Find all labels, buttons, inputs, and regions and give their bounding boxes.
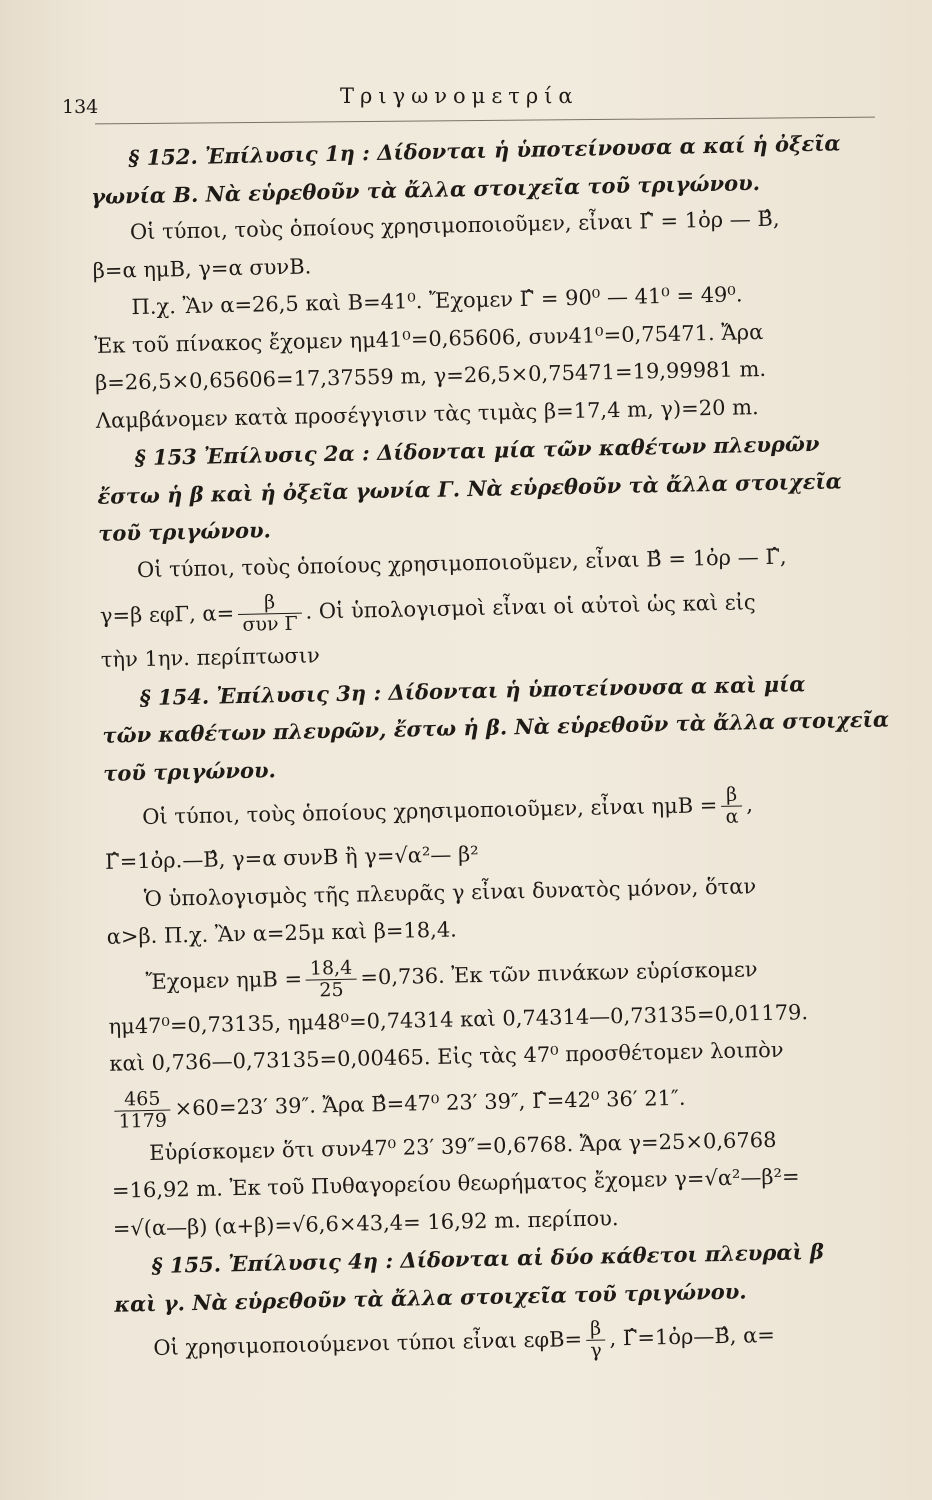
s152-text-line-5: Π.χ. Ἂν α=26,5 καὶ Β=41⁰. Ἔχομεν Γ̂ = 90⁰ — 41⁰ = 49⁰.	[131, 282, 743, 320]
s153-text-line-5: γ=β εφΓ, α= $\frac{\beta}{\text{συν Γ}}$ . Οἱ ὑπολογισμοὶ εἶναι οἱ αὐτοὶ ὡς καὶ εἰς	[99, 590, 756, 636]
s153-heading-line-3: τοῦ τριγώνου.	[97, 517, 272, 546]
s153-heading-line-1: § 153 Ἐπίλυσις 2α : Δίδονται μία τῶν καθέτων πλευρῶν	[134, 430, 820, 471]
s152-text-line-8: Λαμβάνομεν κατὰ προσέγγισιν τὰς τιμὰς β=17,4 m, γ)=20 m.	[95, 394, 759, 433]
s152-text-line-3: Οἱ τύποι, τοὺς ὁποίους χρησιμοποιοῦμεν, εἶναι Γ̂ = 1ὀρ — Β̂,	[129, 206, 780, 245]
s152-text-line-4: β=α ημΒ, γ=α συνΒ.	[92, 253, 312, 283]
s154-text-line-12: Εὑρίσκομεν ὅτι συν47⁰ 23′ 39″=0,6768. Ἄρα γ=25×0,6768	[148, 1127, 777, 1165]
s152-heading-line-2: γωνία Β. Νὰ εὑρεθοῦν τὰ ἄλλα στοιχεῖα τοῦ τριγώνου.	[90, 169, 761, 209]
s154-text-line-9: ημ47⁰=0,73135, ημ48⁰=0,74314 καὶ 0,74314—0,73135=0,01179.	[108, 999, 809, 1039]
s154-text-line-11: $\frac{465}{1179}$ ×60=23′ 39″. Ἄρα Β̂=47⁰ 23′ 39″, Γ̂=42⁰ 36′ 21″.	[110, 1066, 931, 1135]
fraction-b-over-cosG: $\frac{\beta}{\text{συν Γ}}$	[238, 592, 302, 636]
s153-text-line-6: τὴν 1ην. περίπτωσιν	[100, 643, 320, 672]
s154-text-line-13: =16,92 m. Ἐκ τοῦ Πυθαγορείου θεωρήματος ἔχομεν γ=√α²—β²=	[111, 1164, 800, 1203]
fraction-b-over-a: $\frac{\beta}{\alpha}$	[721, 785, 743, 828]
s152-text-line-7: β=26,5×0,65606=17,37559 m, γ=26,5×0,75471=19,99981 m.	[94, 356, 767, 395]
page-body	[90, 123, 932, 1375]
s154-text-line-10: καὶ 0,736—0,73135=0,00465. Εἰς τὰς 47⁰ προσθέτομεν λοιπὸν	[109, 1037, 784, 1076]
s154-heading-line-1: § 154. Ἐπίλυσις 3η : Δίδονται ἡ ὑποτείνουσα α καὶ μία	[139, 670, 806, 710]
s154-text-line-5: Γ̂=1ὀρ.—Β̂, γ=α συνΒ ἢ γ=√α²— β²	[104, 842, 479, 874]
header-rule	[95, 117, 875, 125]
s153-heading-line-2: ἔστω ἡ β καὶ ἡ ὀξεῖα γωνία Γ. Νὰ εὑρεθοῦν τὰ ἄλλα στοιχεῖα	[97, 467, 843, 509]
s153-text-line-4: Οἱ τύποι, τοὺς ὁποίους χρησιμοποιοῦμεν, εἶναι Β̂ = 1ὀρ — Γ̂,	[136, 544, 787, 582]
s152-text-line-6: Ἐκ τοῦ πίνακος ἔχομεν ημ41⁰=0,65606, συν41⁰=0,75471. Ἄρα	[94, 319, 764, 358]
s154-text-line-8: Ἔχομεν ημΒ = $\frac{18,4}{25}$ =0,736. Ἐκ τῶν πινάκων εὑρίσκομεν	[145, 956, 758, 1001]
s154-text-line-7: α>β. Π.χ. Ἂν α=25μ καὶ β=18,4.	[106, 917, 458, 949]
running-header-title: Τριγωνομετρία	[340, 84, 579, 108]
s154-heading-line-3: τοῦ τριγώνου.	[102, 756, 277, 786]
s152-heading-line-1: § 152. Ἐπίλυσις 1η : Δίδονται ἡ ὑποτείνουσα α καί ἡ ὀξεῖα	[128, 130, 841, 171]
s155-heading-line-1: § 155. Ἐπίλυσις 4η : Δίδονται αἱ δύο κάθετοι πλευραὶ β	[151, 1238, 825, 1278]
s155-heading-line-2: καὶ γ. Νὰ εὑρεθοῦν τὰ ἄλλα στοιχεῖα τοῦ τριγώνου.	[114, 1278, 747, 1317]
s154-text-line-14: =√(α—β) (α+β)=√6,6×43,4= 16,92 m. περίπου.	[112, 1205, 619, 1241]
s154-heading-line-2: τῶν καθέτων πλευρῶν, ἔστω ἡ β. Νὰ εὑρεθοῦν τὰ ἄλλα στοιχεῖα	[102, 706, 890, 748]
fraction-465-over-1179: $\frac{465}{1179}$	[114, 1088, 171, 1132]
page-number: 134	[62, 96, 99, 118]
s154-text-line-6: Ὁ ὑπολογισμὸς τῆς πλευρᾶς γ εἶναι δυνατὸς μόνον, ὅταν	[143, 873, 757, 911]
s155-text-line-3: Οἱ χρησιμοποιούμενοι τύποι εἶναι εφΒ= $\frac{\beta}{\gamma}$ , Γ̂=1ὀρ—Β̂, α=	[153, 1317, 776, 1362]
s154-text-line-4: Οἱ τύποι, τοὺς ὁποίους χρησιμοποιοῦμεν, εἶναι ημΒ = $\frac{\beta}{\alpha}$ ,	[141, 783, 754, 830]
fraction-18-4-over-25: $\frac{18,4}{25}$	[306, 957, 357, 1001]
fraction-b-over-g: $\frac{\beta}{\gamma}$	[586, 1319, 606, 1362]
